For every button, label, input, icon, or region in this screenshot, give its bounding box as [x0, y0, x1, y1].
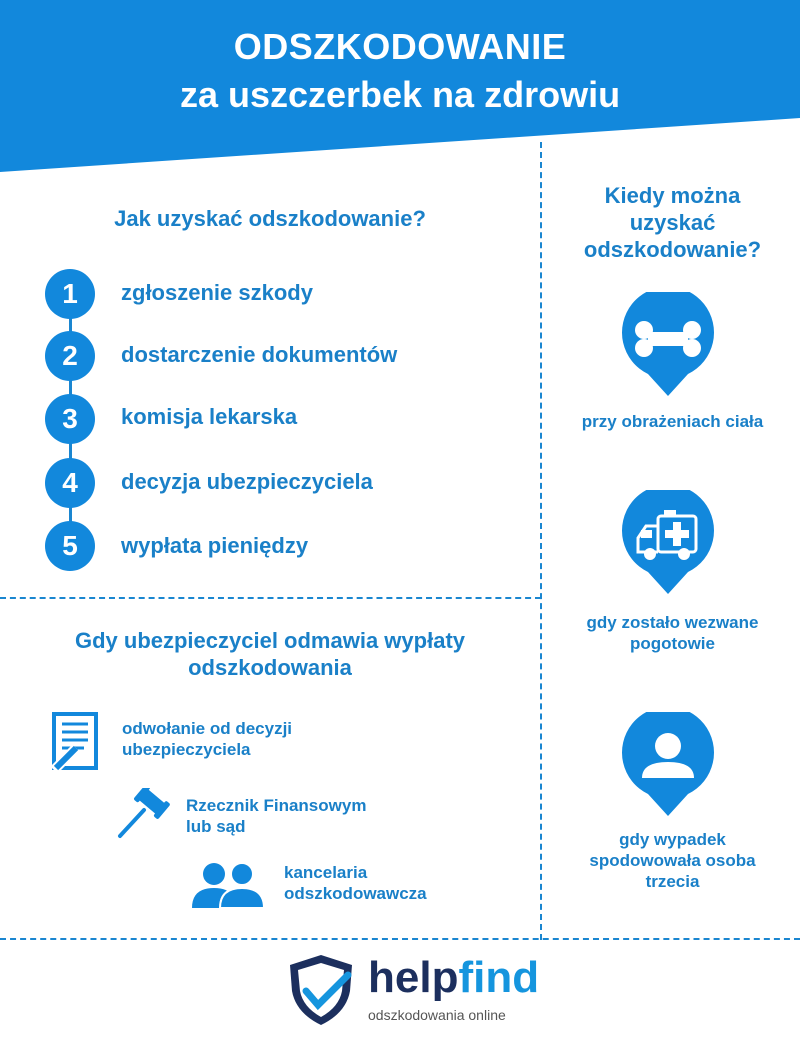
- when-item-2: [545, 612, 800, 654]
- footer-divider: [0, 938, 800, 940]
- refusal-item-3-line1: kancelaria: [284, 863, 368, 882]
- brand-part2: find: [458, 953, 540, 1002]
- when-item-1: [545, 411, 800, 432]
- brand-logo: [368, 953, 539, 1003]
- document-pen-icon: [48, 712, 104, 779]
- ambulance-icon: [618, 490, 718, 596]
- refusal-item-2: [186, 795, 366, 837]
- shield-check-icon: [282, 951, 360, 1034]
- refusal-item-1: [122, 718, 292, 760]
- refusal-item-1-line2: ubezpieczyciela: [122, 740, 251, 759]
- step-number-3: 3: [45, 394, 95, 444]
- page-title: ODSZKODOWANIE: [233, 26, 567, 67]
- steps-title: Jak uzyskać odszkodowanie?: [114, 206, 426, 231]
- step-number-4: 4: [45, 458, 95, 508]
- gavel-icon: [114, 788, 174, 845]
- refusal-title-line2: odszkodowania: [188, 655, 352, 680]
- when-title-line1: Kiedy można: [604, 183, 741, 208]
- when-item-3: [545, 829, 800, 892]
- when-item-1-line1: przy obrażeniach ciała: [581, 412, 764, 431]
- step-label-5: wypłata pieniędzy: [121, 533, 309, 558]
- step-number-2: 2: [45, 331, 95, 381]
- step-number-1: 1: [45, 269, 95, 319]
- refusal-title-line1: Gdy ubezpieczyciel odmawia wypłaty: [74, 628, 466, 653]
- refusal-item-2-line2: lub sąd: [186, 817, 246, 836]
- when-title-line2: uzyskać: [629, 210, 716, 235]
- step-label-1: zgłoszenie szkody: [121, 280, 313, 305]
- section-divider: [0, 597, 541, 599]
- person-icon: [618, 712, 718, 818]
- page-subtitle: za uszczerbek na zdrowiu: [179, 74, 621, 115]
- step-label-3: komisja lekarska: [121, 404, 298, 429]
- refusal-item-3-line2: odszkodowawcza: [284, 884, 427, 903]
- header-banner: [0, 0, 800, 180]
- when-item-3-line1: gdy wypadek: [619, 830, 726, 849]
- people-icon: [190, 860, 266, 915]
- refusal-item-3: [284, 862, 427, 904]
- step-number-5: 5: [45, 521, 95, 571]
- refusal-item-1-line1: odwołanie od decyzji: [122, 719, 293, 738]
- when-title: [545, 182, 800, 263]
- brand-tagline: odszkodowania online: [368, 1007, 506, 1023]
- vertical-divider: [540, 142, 542, 940]
- when-item-3-line2: spodowowała osoba: [589, 851, 756, 870]
- step-label-4: decyzja ubezpieczyciela: [121, 469, 373, 494]
- when-item-2-line2: pogotowie: [630, 634, 715, 653]
- refusal-title: [0, 627, 540, 681]
- when-item-2-line1: gdy zostało wezwane: [586, 613, 759, 632]
- brand-part1: help: [368, 953, 459, 1002]
- step-label-2: dostarczenie dokumentów: [121, 342, 398, 367]
- bone-icon: [618, 292, 718, 398]
- refusal-item-2-line1: Rzecznik Finansowym: [186, 796, 367, 815]
- when-title-line3: odszkodowanie?: [583, 237, 762, 262]
- when-item-3-line3: trzecia: [645, 872, 700, 891]
